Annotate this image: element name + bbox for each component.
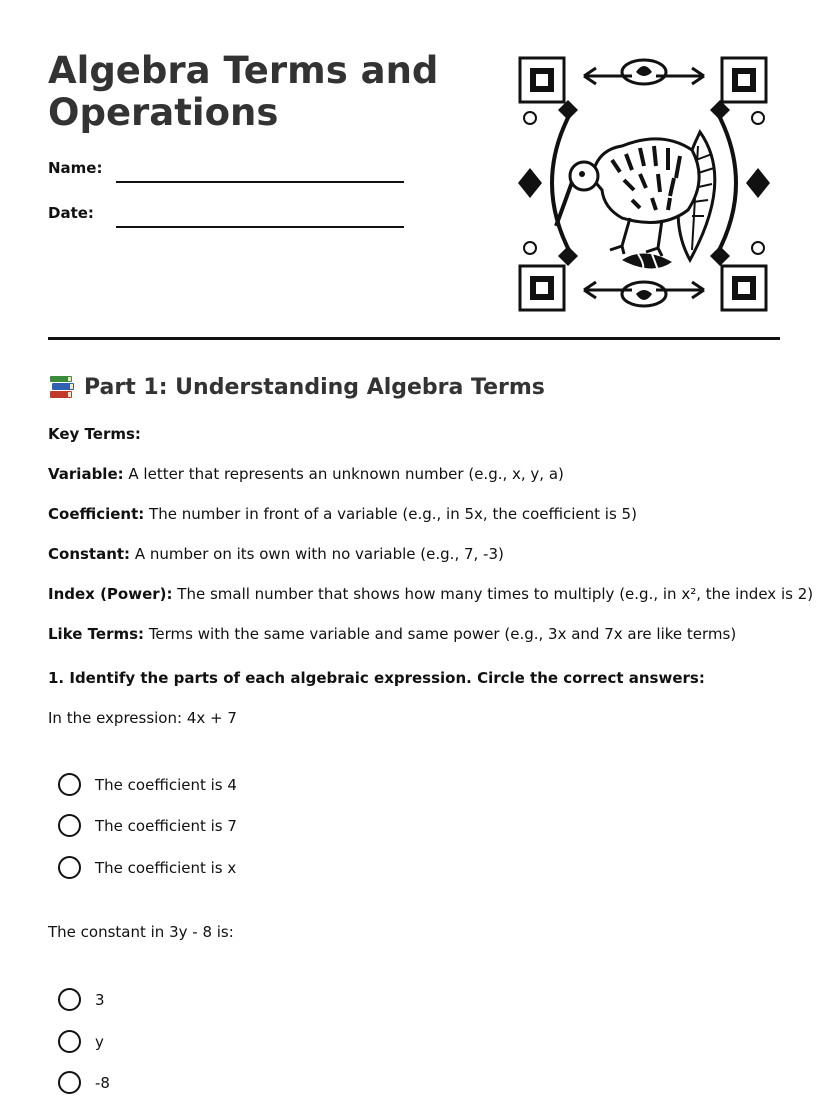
option-label: y bbox=[95, 1032, 104, 1051]
option-label: 3 bbox=[95, 990, 105, 1009]
section-divider bbox=[48, 337, 780, 340]
radio-circle[interactable] bbox=[58, 988, 81, 1011]
question1-prompt: 1. Identify the parts of each algebraic expression. Circle the correct answers: bbox=[48, 669, 705, 687]
corner-ornament-icon bbox=[722, 58, 766, 102]
term-like-terms: Like Terms: Terms with the same variable and same power (e.g., 3x and 7x are like terms) bbox=[48, 625, 737, 643]
date-label: Date: bbox=[48, 204, 94, 222]
option-y[interactable] bbox=[58, 1030, 104, 1053]
question1a-text: In the expression: 4x + 7 bbox=[48, 709, 237, 727]
option-label: -8 bbox=[95, 1073, 110, 1092]
option-label: The coefficient is 4 bbox=[95, 775, 237, 794]
corner-ornament-icon bbox=[722, 266, 766, 310]
option-coefficient-7[interactable] bbox=[58, 814, 237, 837]
option-neg-8[interactable] bbox=[58, 1071, 110, 1094]
radio-circle[interactable] bbox=[58, 814, 81, 837]
term-index: Index (Power): The small number that shows how many times to multiply (e.g., in x², the index is 2) bbox=[48, 585, 814, 603]
radio-circle[interactable] bbox=[58, 773, 81, 796]
term-variable: Variable: A letter that represents an unknown number (e.g., x, y, a) bbox=[48, 465, 564, 483]
option-label: The coefficient is x bbox=[95, 858, 237, 877]
term-constant: Constant: A number on its own with no variable (e.g., 7, -3) bbox=[48, 545, 504, 563]
books-icon bbox=[48, 374, 76, 400]
kiwi-bird-logo bbox=[512, 50, 776, 316]
option-coefficient-4[interactable] bbox=[58, 773, 237, 796]
key-terms-label: Key Terms: bbox=[48, 425, 141, 443]
name-label: Name: bbox=[48, 159, 103, 177]
name-field[interactable] bbox=[116, 181, 404, 183]
radio-circle[interactable] bbox=[58, 856, 81, 879]
corner-ornament-icon bbox=[520, 58, 564, 102]
term-coefficient: Coefficient: The number in front of a variable (e.g., in 5x, the coefficient is 5) bbox=[48, 505, 637, 523]
part1-heading-text: Part 1: Understanding Algebra Terms bbox=[84, 374, 545, 400]
option-coefficient-x[interactable] bbox=[58, 856, 236, 879]
radio-circle[interactable] bbox=[58, 1030, 81, 1053]
date-field[interactable] bbox=[116, 226, 404, 228]
option-label: The coefficient is 7 bbox=[95, 816, 237, 835]
question1b-text: The constant in 3y - 8 is: bbox=[48, 923, 234, 941]
part1-heading bbox=[48, 374, 545, 400]
corner-ornament-icon bbox=[520, 266, 564, 310]
option-3[interactable] bbox=[58, 988, 105, 1011]
radio-circle[interactable] bbox=[58, 1071, 81, 1094]
worksheet-title: Algebra Terms and Operations bbox=[48, 49, 439, 134]
